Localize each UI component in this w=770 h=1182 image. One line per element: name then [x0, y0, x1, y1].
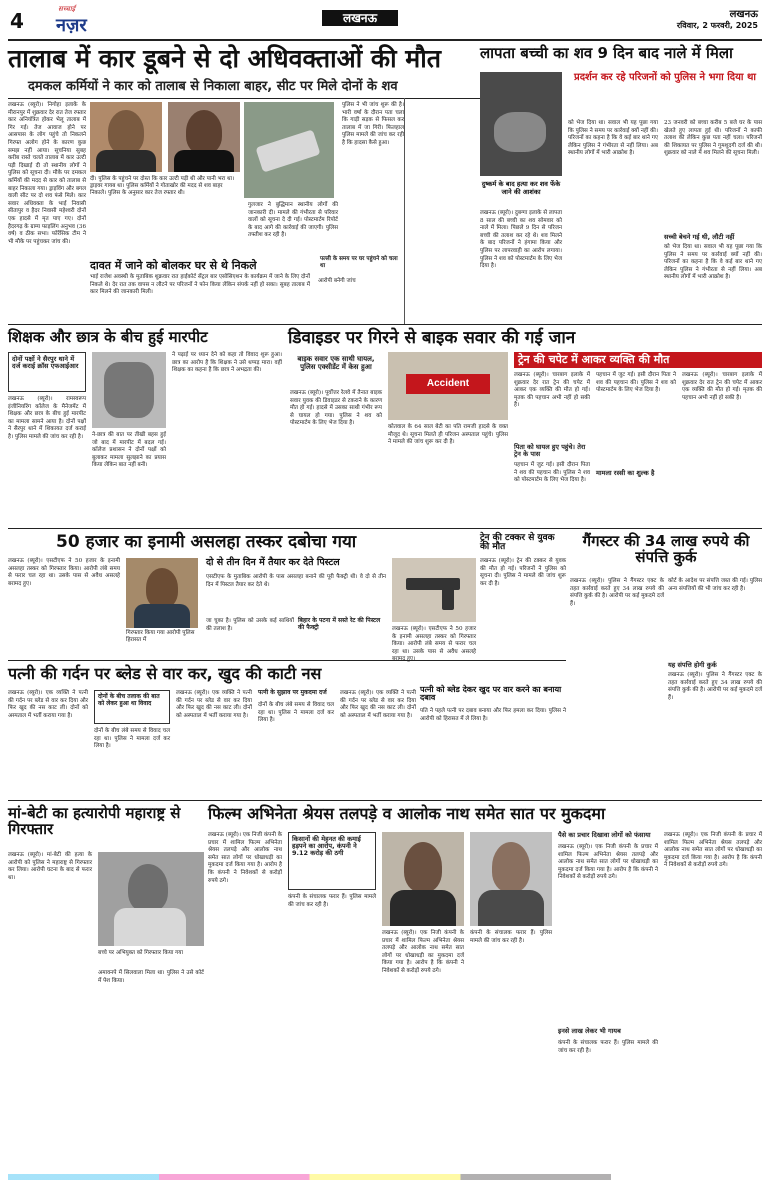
accident-photo: [388, 352, 508, 420]
actors-case-col6: कंपनी के संचालक फरार हैं। पुलिस मामले की जांच कर रही है।: [558, 1040, 658, 1054]
wife-attack-col3: लखनऊ (ब्यूरो)। एक व्यक्ति ने पत्नी की गर्दन पर ब्लेड से वार कर दिया और फिर खुद की नस काट ली। दोनों को अस्पताल में भर्ती कराया गया है।: [176, 690, 252, 719]
missing-girl-col1: लखनऊ (ब्यूरो)। दुबग्गा इलाके से लापता 8 साल की बच्ची का शव सोमवार को नाले में मिला। पिछले 9 दिन से परिजन बच्ची की तलाश कर रहे थे। शव मिलने के बाद परिजनों ने हंगामा किया और पुलिस पर लापरवाही का आरोप लगाया। पुलिस ने शव को पोस्टमार्टम के लिए भेज दिया है।: [480, 210, 562, 270]
delivery-col1: लखनऊ (ब्यूरो)। ट्रेन की टक्कर से युवक की मौत हो गई। परिजनों ने पुलिस को सूचना दी। पुलिस ने मामले की जांच शुरू कर दी है।: [480, 558, 566, 587]
wife-attack-col5: लखनऊ (ब्यूरो)। एक व्यक्ति ने पत्नी की गर्दन पर ब्लेड से वार कर दिया और फिर खुद की नस काट ली। दोनों को अस्पताल में भर्ती कराया गया है।: [340, 690, 416, 719]
brand-tagline: सच्चाई: [58, 5, 76, 13]
delivery-story: [480, 530, 566, 658]
blade-box: [420, 686, 566, 798]
delivery-headline: ट्रेन की टक्कर से युवक की मौत: [480, 533, 555, 553]
train-death-col3: लखनऊ (ब्यूरो)। चारबाग इलाके में शुक्रवार देर रात ट्रेन की चपेट में आकर एक व्यक्ति की मौत हो गई। मृतक की पहचान अभी नहीं हो सकी है।: [682, 372, 762, 401]
lead-inset-text: भाई राजेश अवस्थी के मुताबिक शुक्रवार रात हाईकोर्ट सेंट्रल बार एसोसिएशन के कार्यक्रम में जाने के लिए दोनों निकले थे। देर रात तक वापस न लौटने पर परिजनों ने फोन किया लेकिन संपर्क नहीं हो सका। सुबह तालाब में कार मिलने की जानकारी मिली।: [90, 274, 310, 296]
issue-date: रविवार, 2 फरवरी, 2025: [676, 21, 758, 30]
bike-accident-col2: कोतवाल के 64 साल बेटी का पति रामजी हादसे के वक्त मौजूद थे। सूचना मिलते ही परिजन अस्पताल पहुंचे। पुलिस ने मामले की जांच शुरू कर दी है।: [388, 424, 508, 446]
missing-girl-col3b: को भेज दिया था। सवाल भी यह पूछा गया कि पुलिस ने समय पर कार्रवाई क्यों नहीं की। परिजनों का कहना है कि वे कई बार थाने गए लेकिन पुलिस ने गंभीरता से नहीं लिया। अब स्थानीय लोगों में भारी आक्रोश है।: [664, 244, 762, 281]
train-death-subhead: पिता को घायल हुए पहुंचे। तेरा ट्रेन के पास: [514, 443, 586, 459]
gangster-story: [570, 530, 762, 798]
teacher-student-col1: लखनऊ (ब्यूरो)। रामस्वरूप इंजीनियरिंग कॉलेज के मैनेजमेंट में शिक्षक और छात्र के बीच हुई मारपीट का मामला सामने आया है। दोनों पक्षों ने सैरपुर थाने में शिकायत दर्ज कराई है। पुलिस मामले की जांच कर रही है।: [8, 396, 86, 440]
lawyer-photo-2: [168, 102, 240, 172]
missing-girl-subhead: सच्ची बेचने गई थी, लौटी नहीं: [664, 233, 735, 241]
wife-attack-col4: दोनों के बीच लंबे समय से विवाद चल रहा था। पुलिस ने मामला दर्ज कर लिया है।: [258, 702, 334, 724]
lead-col3: गुलजार ने बुद्धिमान स्थानीय लोगों की जानकारी दी। मामले की गंभीरता से परिवार वालों को सूचना दे दी गई। पोस्टमार्टम रिपोर्ट के बाद आगे की कार्रवाई की जाएगी। पुलिस तफ्तीश कर रही है।: [248, 202, 338, 239]
car-photo-caption: पल्ली के समय पर घर पहुंचने को चला था: [320, 256, 398, 270]
gangster-subhead: यह संपत्ति होगी कुर्क: [668, 661, 717, 669]
actors-case-col1: लखनऊ (ब्यूरो)। एक निजी कंपनी के प्रचार में शामिल फिल्म अभिनेता श्रेयस तलपड़े और आलोक नाथ समेत सात लोगों पर धोखाधड़ी का मुकदमा दर्ज किया गया है। आरोप है कि कंपनी ने निवेशकों से करोड़ों रुपये ठगे।: [208, 832, 282, 884]
actors-case-col4: कंपनी के संचालक फरार हैं। पुलिस मामले की जांच कर रही है।: [470, 930, 552, 944]
actors-case-box: किसानों की मेहनत की कमाई हड़पने का आरोप, कंपनी ने 9.12 करोड़ की ठगी: [288, 832, 376, 890]
train-death-col2: पहचान में जुट गई। इसी दौरान पिता ने शव की पहचान की। पुलिस ने शव को पोस्टमार्टम के लिए भेज दिया है।: [596, 372, 676, 394]
smuggler-inset-text: एसटीएफ के मुताबिक आरोपी के पास असलहा बनाने की पूरी फैक्ट्री थी। वे दो से तीन दिन में पिस्टल तैयार कर देते थे।: [206, 574, 386, 588]
smuggler-story: [8, 530, 476, 658]
bike-accident-col1: लखनऊ (ब्यूरो)। पूर्वोत्तर रेलवे में तैनात बाइक सवार युवक की डिवाइडर से टकराने के कारण मौत हो गई। हादसे में उसका साथी गंभीर रूप से घायल हो गया। पुलिस ने शव को पोस्टमार्टम के लिए भेज दिया है।: [290, 390, 382, 427]
page-number: 4: [10, 9, 24, 33]
actors-case-col5: लखनऊ (ब्यूरो)। एक निजी कंपनी के प्रचार में शामिल फिल्म अभिनेता श्रेयस तलपड़े और आलोक नाथ समेत सात लोगों पर धोखाधड़ी का मुकदमा दर्ज किया गया है। आरोप है कि कंपनी ने निवेशकों से करोड़ों रुपये ठगे।: [558, 844, 658, 881]
actor-photo-1: [382, 832, 464, 926]
wife-attack-col1: लखनऊ (ब्यूरो)। एक व्यक्ति ने पत्नी की गर्दन पर ब्लेड से वार कर दिया और फिर खुद की नस काट ली। दोनों को अस्पताल में भर्ती कराया गया है।: [8, 690, 88, 719]
row-rule-4: [8, 800, 762, 801]
row-rule-2: [8, 528, 762, 529]
gangster-col2: कोर्ट के आदेश पर संपत्ति जब्त की गई। पुलिस अन्य संपत्तियों की भी जांच कर रही है।: [668, 578, 762, 592]
murder-arrest-headline: मां-बेटी का हत्यारोपी महाराष्ट्र से गिरफ्तार: [8, 804, 181, 838]
lead-right-col: पुलिस ने भी जांच शुरू की है। भारी वर्षा के दौरान पता चला कि गाड़ी सड़क से फिसल कर तालाब में जा गिरी। फिलहाल पुलिस मामले की जांच कर रही है कि हादसा कैसे हुआ।: [342, 102, 404, 146]
missing-girl-col3: 23 जनवरी को बच्चा करीब 5 बजे घर के पास खेलते हुए लापता हुई थी। परिजनों ने काफी तलाश की लेकिन कुछ पता नहीं चला। परिजनों की शिकायत पर पुलिस ने गुमशुदगी दर्ज की थी। शुक्रवार को नाले में शव मिलने की सूचना मिली।: [664, 120, 762, 157]
lawyer-photo: [90, 102, 162, 172]
murder-arrest-story: [8, 802, 204, 1174]
wife-attack-box: दोनों के बीच तलाक की बात को लेकर हुआ था विवाद: [94, 690, 170, 724]
actors-case-side-subhead: पैसे का प्रचार दिखावा लोगों को फंसाया: [558, 831, 651, 839]
teacher-student-box: दोनों पक्षों ने सैरपुर थाने में दर्ज कराई क्रॉस एफआईआर: [8, 352, 86, 392]
accident-sign: Accident: [406, 374, 490, 394]
train-death-side-subhead: मामला रस्सी का शुल्क है: [596, 469, 655, 477]
teacher-student-col2: ने-छात्र की बात पर तीखी बहस हुई जो बाद में मारपीट में बदल गई। कॉलेज प्रशासन ने दोनों पक्षों को बुलाकर मामला सुलझाने का प्रयास किया लेकिन बात नहीं बनी।: [92, 432, 166, 469]
lead-rule: [8, 98, 481, 99]
teacher-student-col3: ने पढ़ाई पर ध्यान देने को कहा तो विवाद शुरू हुआ। छात्र का आरोप है कि शिक्षक ने उसे थप्पड़ मारा। वहीं शिक्षक का कहना है कि छात्र ने अभद्रता की।: [172, 352, 282, 374]
missing-girl-col2: को भेज दिया था। सवाल भी यह पूछा गया कि पुलिस ने समय पर कार्रवाई क्यों नहीं की। परिजनों का कहना है कि वे कई बार थाने गए लेकिन पुलिस ने गंभीरता से नहीं लिया। अब स्थानीय लोगों में भारी आक्रोश है।: [568, 120, 658, 157]
missing-girl-photo: [480, 72, 562, 176]
missing-girl-banner: प्रदर्शन कर रहे परिजनों को पुलिस ने भगा दिया था: [574, 72, 756, 83]
brand-name: नज़र: [56, 15, 87, 36]
car-photo: [244, 102, 334, 198]
smuggler-subhead: बिहार के पटना में सस्ते रेट की पिस्टल की फैक्ट्री: [298, 617, 381, 631]
gangster-col1: लखनऊ (ब्यूरो)। पुलिस ने गैंगस्टर एक्ट के तहत कार्रवाई करते हुए 34 लाख रुपये की संपत्ति कुर्क की है। आरोपी पर कई मुकदमे दर्ज हैं।: [570, 578, 664, 607]
missing-girl-story: [480, 42, 762, 322]
murder-arrest-col1: लखनऊ (ब्यूरो)। मां-बेटी की हत्या के आरोपी को पुलिस ने महाराष्ट्र से गिरफ्तार कर लिया। आरोपी घटना के बाद से फरार था।: [8, 852, 92, 881]
missing-girl-photo-caption: दुष्कर्म के बाद हत्या कर शव फेंके जाने की आशंका: [481, 180, 561, 196]
actors-case-col3: लखनऊ (ब्यूरो)। एक निजी कंपनी के प्रचार में शामिल फिल्म अभिनेता श्रेयस तलपड़े और आलोक नाथ समेत सात लोगों पर धोखाधड़ी का मुकदमा दर्ज किया गया है। आरोप है कि कंपनी ने निवेशकों से करोड़ों रुपये ठगे।: [382, 930, 464, 974]
row-rule-3: [8, 660, 566, 661]
brand-logo: [38, 5, 138, 35]
actors-case-story: [208, 802, 762, 1174]
actors-case-col7: लखनऊ (ब्यूरो)। एक निजी कंपनी के प्रचार में शामिल फिल्म अभिनेता श्रेयस तलपड़े और आलोक नाथ समेत सात लोगों पर धोखाधड़ी का मुकदमा दर्ज किया गया है। आरोप है कि कंपनी ने निवेशकों से करोड़ों रुपये ठगे।: [664, 832, 762, 869]
actors-case-side-subhead-b: इनसे लाख लेकर भी गायब: [558, 1027, 621, 1035]
actor-photo-2: [470, 832, 552, 926]
lead-col1: लखनऊ (ब्यूरो)। निगोहा इलाके के मीरानपुर में शुक्रवार देर रात तेज रफ्तार कार अनियंत्रित होकर भेलू तालाब में गिर गई। तेज आवाज होने पर आसपास के लोग पहुंचे तो निकलने गिरफ्त अलोग होने के कारण कुछ समझ नहीं आया। सूचनिया सुबह करीब रास्ते चलते तालाब में कार उल्टी पड़ी दिखाई दी तो स्थानीय लोगों ने पुलिस को सूचना दी। मौके पर दमकल कर्मियों की मदद से कार को तालाब से बाहर निकाला गया। ड्राइविंग और बगल वाली सीट पर दो शव फंसे मिले। कार सवार अधिवक्ता के भाई निवासी सीतापुर व हैदर निवासी महेश्वरी दोनों एक हादसे में मृत पाए गए। दोनों हैदरगढ़ के ग्राम्य फाइलिंग अनुभव (36 वर्ष) व ठीक सभा। फोरेंसिक टीम ने भी मौके पर पहुंचकर जांच की।: [8, 102, 86, 245]
lead-right-col-b: आरोपी बनेगी जांच: [318, 278, 356, 284]
teacher-student-headline: शिक्षक और छात्र के बीच हुई मारपीट: [8, 328, 208, 346]
row-rule-1: [8, 324, 762, 325]
blade-box-headline: पत्नी को ब्लेड देकर खुद पर वार करने का बनाया दबाव: [420, 685, 562, 703]
actors-case-headline: फिल्म अभिनेता श्रेयस तलपड़े व आलोक नाथ समेत सात पर मुकदमा: [208, 804, 606, 823]
lead-subheadline: दमकल कर्मियों ने कार को तालाब से निकाला बाहर, सीट पर मिले दोनों के शव: [28, 79, 398, 94]
smuggler-col1: लखनऊ (ब्यूरो)। एसटीएफ ने 50 हजार के इनामी असलहा तस्कर को गिरफ्तार किया। आरोपी लंबे समय से फरार चल रहा था। उसके पास से अवैध असलहे बरामद हुए।: [8, 558, 120, 587]
section-tab: लखनऊ: [322, 10, 398, 26]
murder-arrest-caption: बच्चे पर अभियुक्त को गिरफ्तार किया गया: [98, 950, 183, 956]
gangster-col2b: लखनऊ (ब्यूरो)। पुलिस ने गैंगस्टर एक्ट के तहत कार्रवाई करते हुए 34 लाख रुपये की संपत्ति कुर्क की है। आरोपी पर कई मुकदमे दर्ज हैं।: [668, 672, 762, 701]
train-death-story: [514, 350, 762, 526]
lead-story: [8, 42, 481, 322]
smuggler-photo: [126, 558, 198, 628]
smuggler-col3: लखनऊ (ब्यूरो)। एसटीएफ ने 50 हजार के इनामी असलहा तस्कर को गिरफ्तार किया। आरोपी लंबे समय से फरार चल रहा था। उसके पास से अवैध असलहे: [392, 626, 476, 655]
train-death-col1b: पहचान में जुट गई। इसी दौरान पिता ने शव की पहचान की। पुलिस ने शव को पोस्टमार्टम के लिए भेज दिया है।: [514, 462, 590, 484]
wife-attack-subhead: पत्नी के सुझाव पर मुकदमा दर्ज: [258, 689, 327, 696]
wife-attack-headline: पत्नी की गर्दन पर ब्लेड से वार कर, खुद की काटी नस: [8, 664, 322, 683]
city-name: लखनऊ: [729, 9, 758, 20]
masthead: [0, 0, 770, 40]
bike-accident-sub: बाइक सवार एक साथी घायल, पुलिस एक्सीडेंट में केस हुआ: [297, 355, 375, 371]
smuggler-inset-headline: दो से तीन दिन में तैयार कर देते पिस्टल: [206, 557, 340, 568]
masthead-rule: [8, 39, 762, 41]
murder-arrest-photo: [98, 852, 204, 946]
color-register-bar: [8, 1174, 762, 1180]
murder-arrest-col2: अमावनपे में सिलवाला मिला था। पुलिस ने उसे कोर्ट में पेश किया।: [98, 970, 204, 984]
column-divider: [404, 98, 405, 324]
train-death-col1: लखनऊ (ब्यूरो)। चारबाग इलाके में शुक्रवार देर रात ट्रेन की चपेट में आकर एक व्यक्ति की मौत हो गई। मृतक की पहचान अभी नहीं हो सकी है।: [514, 372, 590, 409]
lead-inset-headline: दावत में जाने को बोलकर घर से थे निकले: [90, 259, 257, 272]
smuggler-headline: 50 हजार का इनामी असलहा तस्कर दबोचा गया: [56, 532, 357, 552]
lawyer-caption: दी। पुलिस के पहुंचने पर दोस्त कि कार उल्टी पड़ी थी और पानी भरा था। ड्राइवर गायब था। पुलिस कर्मियों ने गोताखोर की मदद से शव बाहर निकाले। पुलिस के अनुसार कार तेज रफ्तार थी।: [90, 176, 235, 197]
bike-accident-headline: डिवाइडर पर गिरने से बाइक सवार की गई जान: [288, 328, 576, 348]
gangster-headline: गैंगस्टर की 34 लाख रुपये की संपत्ति कुर्क: [582, 532, 750, 566]
missing-girl-headline: लापता बच्ची का शव 9 दिन बाद नाले में मिला: [480, 44, 733, 62]
train-death-headline: ट्रेन की चपेट में आकर व्यक्ति की मौत: [514, 352, 762, 368]
smuggler-col2: जा चुका है। पुलिस को उसके कई साथियों की तलाश है।: [206, 618, 294, 632]
blade-box-text: पति ने पहले पत्नी पर दबाव बनाया और फिर हमला कर दिया। पुलिस ने आरोपी को हिरासत में ले लिया है।: [420, 708, 566, 722]
lead-headline: तालाब में कार डूबने से दो अधिवक्ताओं की मौत: [8, 44, 441, 73]
teacher-student-photo: [92, 352, 166, 428]
teacher-student-story: [8, 326, 282, 526]
wife-attack-col2: दोनों के बीच लंबे समय से विवाद चल रहा था। पुलिस ने मामला दर्ज कर लिया है।: [94, 728, 170, 750]
pistol-photo: [392, 558, 476, 622]
actors-case-col2: कंपनी के संचालक फरार हैं। पुलिस मामले की जांच कर रही है।: [288, 894, 376, 908]
smuggler-caption: गिरफ्तार किया गया आरोपी पुलिस हिरासत में: [126, 630, 195, 644]
